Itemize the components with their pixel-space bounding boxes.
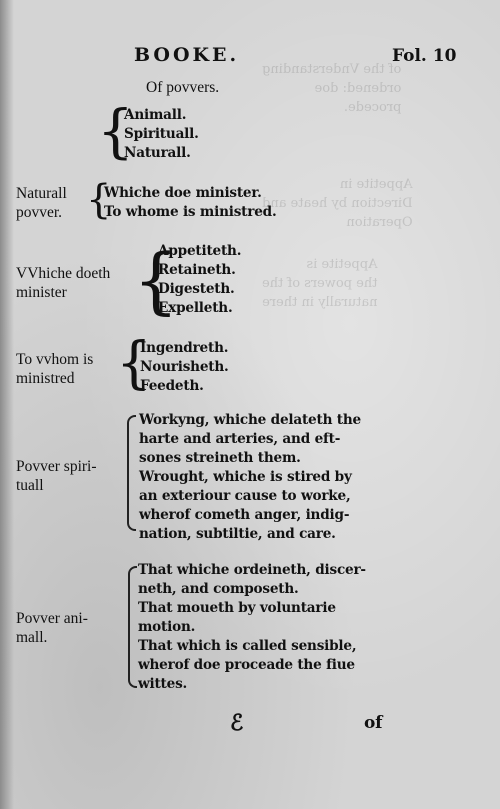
list-item: Whiche doe minister. — [104, 185, 262, 201]
brace: { — [116, 331, 152, 396]
group-label: To vvhom is ministred — [16, 351, 94, 387]
text-line: That whiche ordeineth, discer- — [138, 562, 366, 578]
text-line: Workyng, whiche delateth the — [139, 412, 362, 428]
brace: { — [86, 177, 112, 223]
show-through-text: Appetite is the powers of the naturally in there — [262, 257, 378, 310]
text-line: That moueth by voluntarie — [138, 600, 336, 616]
list-item: Expelleth. — [158, 300, 233, 316]
list-item: To whome is ministred. — [104, 204, 277, 220]
section-subtitle: Of povvers. — [146, 79, 220, 96]
natural-power-list — [104, 184, 277, 222]
show-through-text: of the Vnderstanding ordened: doe procede. — [262, 62, 402, 115]
running-head: BOOKE. — [134, 44, 240, 66]
gutter-shadow — [0, 0, 14, 809]
text-line: harte and arteries, and eft- — [139, 431, 341, 447]
text-line: wherof doe proceade the fiue — [138, 657, 355, 673]
list-item: Ingendreth. — [140, 340, 229, 356]
ornament-glyph: ℰ — [230, 710, 244, 736]
list-item: Appetiteth. — [158, 243, 242, 259]
catchword: of — [364, 713, 383, 733]
spiritual-power-text — [139, 411, 361, 544]
group-label: Povver ani- mall. — [16, 610, 88, 646]
list-item: Animall. — [124, 107, 187, 123]
text-line: wherof cometh anger, indig- — [139, 507, 350, 523]
text-line: That which is called sensible, — [138, 638, 357, 654]
folio-number: Fol. 10 — [392, 46, 457, 66]
minister-list — [158, 242, 241, 318]
list-item: Naturall. — [124, 145, 191, 161]
text-line: wittes. — [138, 676, 188, 692]
group-label: Naturall povver. — [16, 185, 67, 221]
group-label: Povver spiri- tuall — [16, 458, 97, 494]
text-line: nation, subtiltie, and care. — [139, 526, 336, 542]
text-line: an exteriour cause to worke, — [139, 488, 351, 504]
bracket — [127, 415, 136, 531]
list-item: Retaineth. — [158, 262, 236, 278]
text-line: Wrought, whiche is stired by — [139, 469, 352, 485]
group-label: VVhiche doeth minister — [16, 265, 111, 301]
list-item: Nourisheth. — [140, 359, 229, 375]
ministred-list — [140, 339, 229, 396]
bracket — [128, 566, 137, 688]
text-line: neth, and composeth. — [138, 581, 299, 597]
animal-power-text — [138, 561, 366, 694]
brace: { — [133, 238, 179, 322]
brace: { — [97, 97, 134, 165]
text-line: sones streineth them. — [139, 450, 301, 466]
list-item: Spirituall. — [124, 126, 199, 142]
show-through-text: Appetite in Direction by heate and Operation — [262, 177, 413, 230]
list-item: Feedeth. — [140, 378, 204, 394]
list-item: Digesteth. — [158, 281, 235, 297]
text-line: motion. — [138, 619, 196, 635]
power-list — [124, 106, 199, 163]
